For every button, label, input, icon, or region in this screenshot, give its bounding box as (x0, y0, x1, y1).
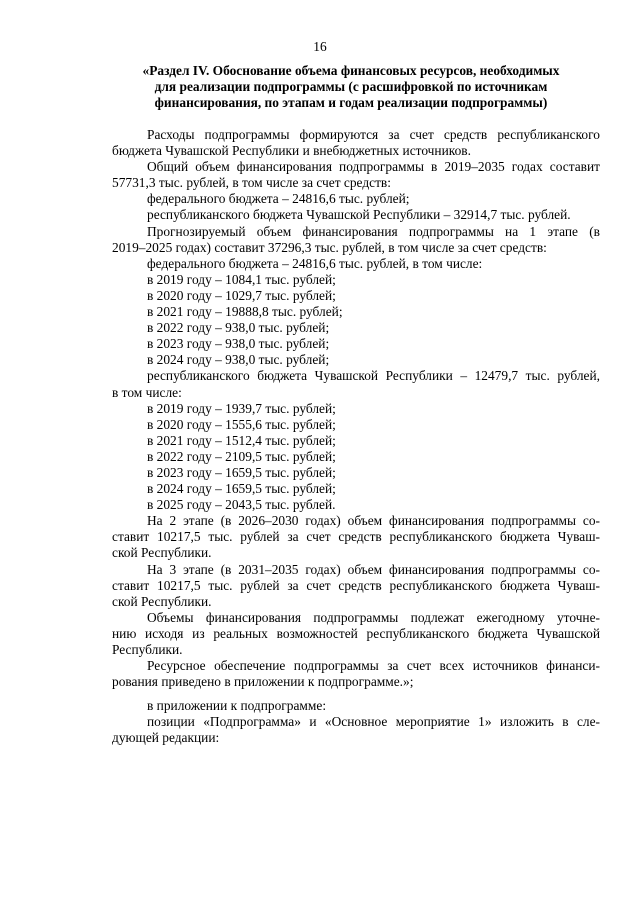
text-line: в 2023 году – 1659,5 тыс. рублей; (147, 464, 336, 480)
text-line: 2019–2025 годах) составит 37296,3 тыс. рублей, в том числе за счет средств: (112, 239, 547, 255)
text-line: На 3 этапе (в 2031–2035 годах) объем финансирования подпрограммы со- (147, 561, 600, 577)
section-heading (112, 63, 590, 111)
text-line: в 2019 году – 1939,7 тыс. рублей; (147, 400, 336, 416)
page-number: 16 (313, 39, 327, 54)
text-line: Ресурсное обеспечение подпрограммы за счет всех источников финанси- (147, 658, 600, 674)
text-line: На 2 этапе (в 2026–2030 годах) объем финансирования подпрограммы со- (147, 513, 600, 529)
text-line: в приложении к подпрограмме: (147, 698, 327, 714)
text-line: республиканского бюджета Чувашской Республики – 32914,7 тыс. рублей. (147, 207, 571, 223)
text-line: ской Республики. (112, 593, 212, 609)
text-line: ставит 10217,5 тыс. рублей за счет средств республиканского бюджета Чуваш- (112, 529, 600, 545)
text-line: федерального бюджета – 24816,6 тыс. рублей, в том числе: (147, 255, 483, 271)
text-line: в 2020 году – 1029,7 тыс. рублей; (147, 287, 336, 303)
text-line: Расходы подпрограммы формируются за счет средств республиканского (147, 127, 600, 142)
text-line: Прогнозируемый объем финансирования подпрограммы на 1 этапе (в (147, 223, 600, 239)
text-line: позиции «Подпрограмма» и «Основное мероприятие 1» изложить в сле- (147, 714, 600, 730)
text-line: в 2022 году – 938,0 тыс. рублей; (147, 320, 330, 336)
text-line: в 2024 году – 1659,5 тыс. рублей; (147, 481, 336, 497)
text-line: в 2024 году – 938,0 тыс. рублей; (147, 352, 330, 368)
text-line: бюджета Чувашской Республики и внебюджетных источников. (112, 143, 471, 159)
text-line: федерального бюджета – 24816,6 тыс. рублей; (147, 191, 410, 207)
text-line: ставит 10217,5 тыс. рублей за счет средств республиканского бюджета Чуваш- (112, 577, 600, 593)
text-line: Республики. (112, 642, 183, 657)
text-line: в 2025 году – 2043,5 тыс. рублей. (147, 497, 336, 513)
text-line: дующей редакции: (112, 730, 220, 746)
text-line: в 2022 году – 2109,5 тыс. рублей; (147, 448, 336, 464)
text-line: в 2021 году – 1512,4 тыс. рублей; (147, 432, 336, 448)
text-line: в 2023 году – 938,0 тыс. рублей; (147, 336, 330, 352)
heading-line: «Раздел IV. Обоснование объема финансовых ресурсов, необходимых (142, 63, 560, 78)
heading-line: для реализации подпрограммы (с расшифровкой по источникам (154, 79, 548, 94)
document-body (112, 127, 600, 747)
heading-line: финансирования, по этапам и годам реализации подпрограммы) (154, 95, 548, 110)
text-line: в 2021 году – 19888,8 тыс. рублей; (147, 304, 343, 320)
text-line: Общий объем финансирования подпрограммы в 2019–2035 годах составит (147, 159, 600, 175)
text-line: Объемы финансирования подпрограммы подлежат ежегодному уточне- (147, 609, 600, 625)
text-line: нию исходя из реальных возможностей республиканского бюджета Чувашской (112, 625, 600, 641)
text-line: в 2019 году – 1084,1 тыс. рублей; (147, 271, 336, 287)
text-line: ской Республики. (112, 545, 212, 561)
text-line: рования приведено в приложении к подпрограмме.»; (112, 674, 414, 690)
text-line: в 2020 году – 1555,6 тыс. рублей; (147, 416, 336, 432)
paragraph-gap (112, 690, 600, 698)
text-line: в том числе: (112, 384, 182, 400)
text-line: республиканского бюджета Чувашской Республики – 12479,7 тыс. рублей, (147, 368, 600, 384)
text-line: 57731,3 тыс. рублей, в том числе за счет средств: (112, 175, 391, 191)
